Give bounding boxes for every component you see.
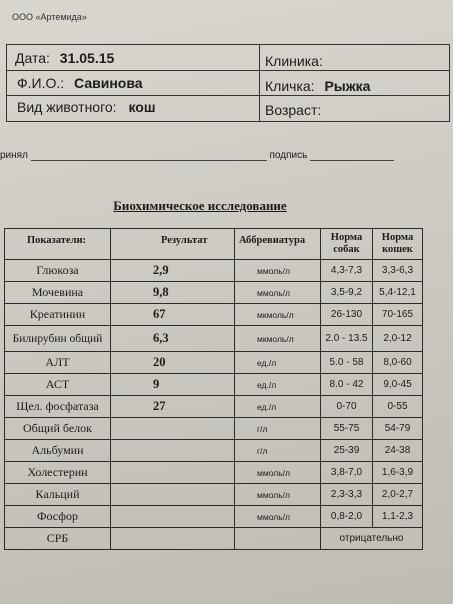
norm-dogs: 2,3-3,3 [320,484,372,506]
result-value: 2,9 [110,260,234,282]
date-label: Дата: [15,50,50,66]
norm-dogs: 55-75 [320,418,372,440]
column-header-norm-cats: Норма кошек [372,228,423,260]
date-field [15,50,114,66]
result-value [110,418,234,440]
signature-line [0,150,394,161]
norm-merged: отрицательно [320,528,423,550]
unit-abbr: г/л [234,440,320,462]
nickname-field [265,78,370,94]
unit-abbr: ммоль/л [234,506,320,528]
unit-abbr: ммоль/л [234,462,320,484]
unit-abbr: ммоль/л [234,260,320,282]
signature-label: подпись [269,150,308,161]
indicator-name: АСТ [4,374,110,396]
norm-cats: 0-55 [372,396,423,418]
result-value: 9,8 [110,282,234,304]
column-header-unit-abbr: Аббревиатура [234,228,320,260]
result-value [110,440,234,462]
norm-dogs: 0,8-2,0 [320,506,372,528]
norm-cats: 2,0-12 [372,326,423,352]
patient-header-table [6,44,450,122]
norm-cats: 70-165 [372,304,423,326]
unit-abbr: г/л [234,418,320,440]
date-value: 31.05.15 [59,50,115,66]
unit-abbr: ммоль/л [234,484,320,506]
norm-cats: 9,0-45 [372,374,423,396]
indicator-name: Кальций [4,484,110,506]
clinic-label: Клиника: [265,53,323,69]
unit-abbr: мкмоль/л [234,326,320,352]
norm-dogs: 2.0 - 13.5 [320,326,372,352]
unit-abbr: ед./л [234,396,320,418]
unit-abbr: ммоль/л [234,282,320,304]
norm-cats: 2,0-2,7 [372,484,423,506]
norm-dogs: 26-130 [320,304,372,326]
column-header-indicator-name: Показатели: [4,228,110,260]
column-header-norm-dogs: Норма собак [320,228,372,260]
indicator-name: Мочевина [4,282,110,304]
unit-abbr: ед./л [234,352,320,374]
indicator-name: АЛТ [4,352,110,374]
indicator-name: Креатинин [4,304,110,326]
document-title: Биохимическое исследование [113,198,287,213]
unit-abbr: мкмоль/л [234,304,320,326]
indicator-name: Щел. фосфатаза [4,396,110,418]
result-value [110,506,234,528]
nickname-label: Кличка: [265,78,315,94]
age-label: Возраст: [265,102,322,118]
result-value: 6,3 [110,326,234,352]
norm-dogs: 25-39 [320,440,372,462]
norm-cats: 8,0-60 [372,352,423,374]
result-value: 67 [110,304,234,326]
result-value [110,484,234,506]
norm-cats: 24-38 [372,440,423,462]
norm-cats: 1,6-3,9 [372,462,423,484]
result-value: 9 [110,374,234,396]
nickname-value: Рыжка [324,78,371,94]
indicator-name: Билирубин общий [4,326,110,352]
company-name: ООО «Артемида» [12,12,87,22]
animal-field [17,99,156,115]
result-value [110,462,234,484]
column-header-result-value: Результат [110,228,234,260]
owner-value: Савинова [74,75,143,91]
norm-cats: 3,3-6,3 [372,260,423,282]
animal-label: Вид животного: [17,99,117,115]
norm-cats: 54-79 [372,418,423,440]
norm-dogs: 5.0 - 58 [320,352,372,374]
animal-value: кош [128,99,156,115]
owner-label: Ф.И.О.: [17,75,65,91]
owner-field [17,75,143,91]
result-value [110,528,234,550]
norm-cats: 5,4-12,1 [372,282,423,304]
indicator-name: СРБ [4,528,110,550]
unit-abbr [234,528,320,550]
norm-dogs: 3,8-7,0 [320,462,372,484]
norm-dogs: 3,5-9,2 [320,282,372,304]
norm-cats: 1,1-2,3 [372,506,423,528]
indicator-name: Общий белок [4,418,110,440]
result-value: 20 [110,352,234,374]
indicator-name: Холестерин [4,462,110,484]
accepted-label: ринял [0,150,28,161]
norm-dogs: 0-70 [320,396,372,418]
unit-abbr: ед./л [234,374,320,396]
indicator-name: Фосфор [4,506,110,528]
norm-dogs: 4,3-7,3 [320,260,372,282]
indicator-name: Глюкоза [4,260,110,282]
norm-dogs: 8.0 - 42 [320,374,372,396]
indicator-name: Альбумин [4,440,110,462]
result-value: 27 [110,396,234,418]
